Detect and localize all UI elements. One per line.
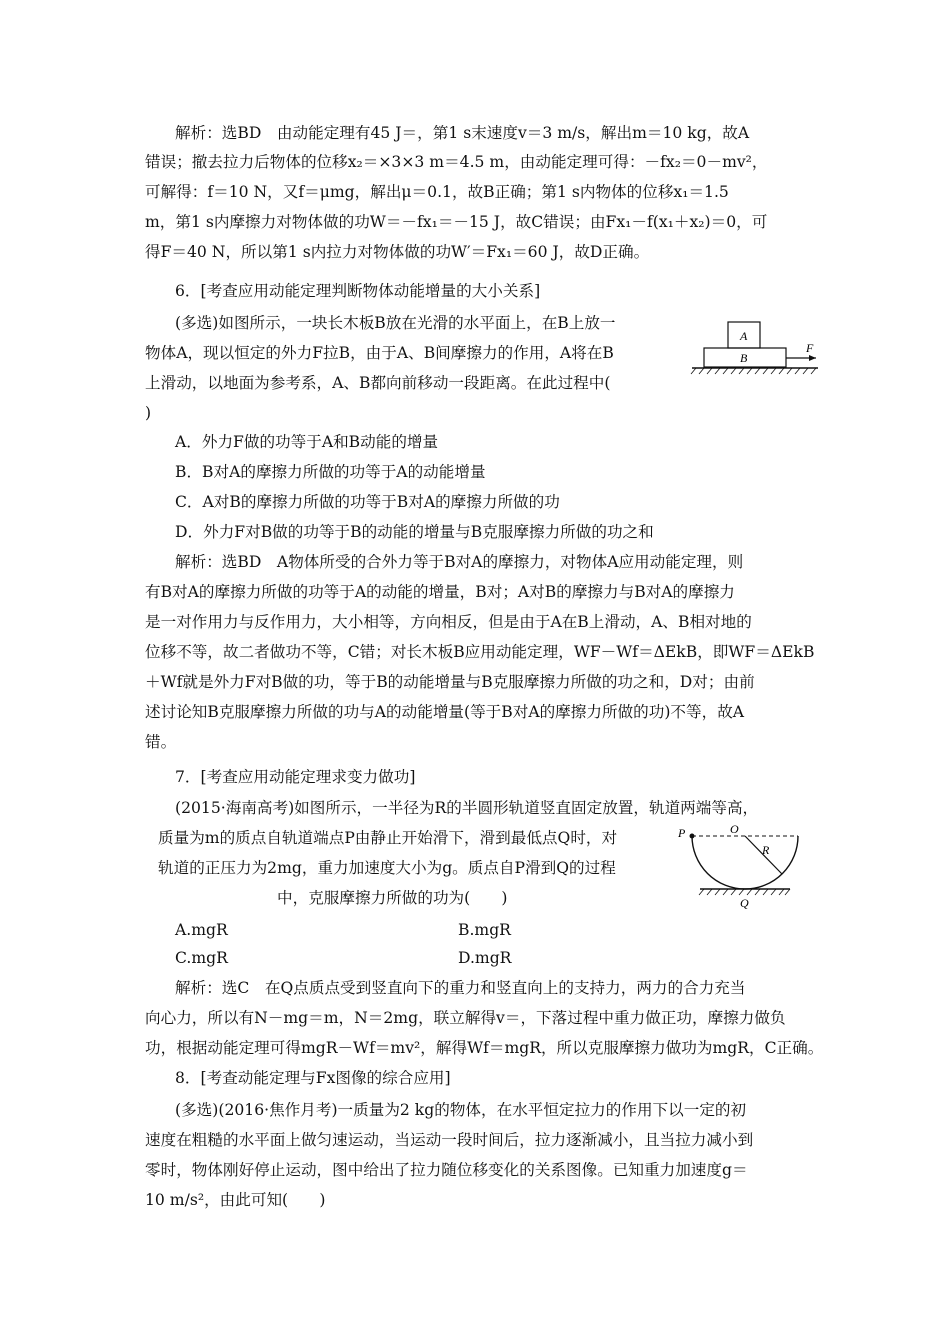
q6-stem-line: 物体A，现以恒定的外力F拉B，由于A、B间摩擦力的作用，A将在B <box>145 344 614 362</box>
label-o: O <box>730 822 739 836</box>
q6-analysis-line: ＋Wf就是外力F对B做的功，等于B的动能增量与B克服摩擦力所做的功之和，D对；由前 <box>145 673 755 691</box>
q7-heading: 7．[考查应用动能定理求变力做功] <box>175 768 416 786</box>
q5-analysis-line: 错误；撤去拉力后物体的位移x₂＝×3×3 m＝4.5 m，由动能定理可得：－fx₂＝0－mv²， <box>145 153 768 171</box>
q8-stem-line: 10 m/s²，由此可知( ) <box>145 1191 326 1209</box>
q6-stem-line: 上滑动，以地面为参考系，A、B都向前移动一段距离。在此过程中( <box>145 374 611 392</box>
q8-stem-line: 零时，物体刚好停止运动，图中给出了拉力随位移变化的关系图像。已知重力加速度g＝ <box>145 1161 748 1179</box>
q6-analysis-line: 解析：选BD A物体所受的合外力等于B对A的摩擦力，对物体A应用动能定理，则 <box>175 553 744 571</box>
label-q: Q <box>740 896 749 910</box>
q6-analysis-line: 错。 <box>145 733 177 751</box>
q8-stem-line: (多选)(2016·焦作月考)一质量为2 kg的物体，在水平恒定拉力的作用下以一定的初 <box>175 1101 747 1119</box>
label-a: A <box>740 329 748 343</box>
q6-figure-board-block <box>688 318 828 378</box>
force-arrow-head <box>809 355 816 361</box>
q7-analysis-line: 向心力，所以有N－mg＝m，N＝2mg，联立解得v＝，下落过程中重力做正功，摩擦力做负 <box>145 1009 786 1027</box>
q5-analysis-line: 得F＝40 N，所以第1 s内拉力对物体做的功W′＝Fx₁＝60 J，故D正确。 <box>145 243 650 261</box>
q5-analysis-line: 可解得：f＝10 N，又f＝μmg，解出μ＝0.1，故B正确；第1 s内物体的位移x₁＝1.5 <box>145 183 729 201</box>
ground-hatch <box>699 889 790 895</box>
label-p: P <box>678 826 686 840</box>
q7-option: C.mgR <box>175 949 228 967</box>
q5-analysis-line: m，第1 s内摩擦力对物体做的功W＝－fx₁＝－15 J，故C错误；由Fx₁－f(x₁＋x₂)＝0，可 <box>145 213 768 231</box>
q7-analysis-line: 功，根据动能定理可得mgR－Wf＝mv²，解得Wf＝mgR，所以克服摩擦力做功为mgR，C正确。 <box>145 1039 824 1057</box>
q6-heading: 6．[考查应用动能定理判断物体动能增量的大小关系] <box>175 282 541 300</box>
q7-analysis-line: 解析：选C 在Q点质点受到竖直向下的重力和竖直向上的支持力，两力的合力充当 <box>175 979 746 997</box>
q8-heading: 8．[考查动能定理与Fx图像的综合应用] <box>175 1069 451 1087</box>
q6-analysis-line: 述讨论知B克服摩擦力所做的功与A的动能增量(等于B对A的摩擦力所做的功)不等，故A <box>145 703 745 721</box>
q6-option: B．B对A的摩擦力所做的功等于A的动能增量 <box>175 463 486 481</box>
semicircle-arc <box>692 836 798 889</box>
q7-option: A.mgR <box>175 921 228 939</box>
q7-figure-semicircle-track <box>672 822 822 910</box>
q6-analysis-line: 有B对A的摩擦力所做的功等于A的动能的增量，B对；A对B的摩擦力与B对A的摩擦力 <box>145 583 735 601</box>
q6-analysis-line: 是一对作用力与反作用力，大小相等，方向相反，但是由于A在B上滑动，A、B相对地的 <box>145 613 752 631</box>
label-r: R <box>762 843 770 857</box>
q6-stem-line: ) <box>145 404 152 422</box>
q7-stem-line: 质量为m的质点自轨道端点P由静止开始滑下，滑到最低点Q时，对 <box>158 829 618 847</box>
q6-stem-line: (多选)如图所示，一块长木板B放在光滑的水平面上，在B上放一 <box>175 314 616 332</box>
q7-stem-line: 轨道的正压力为2mg，重力加速度大小为g。质点自P滑到Q的过程 <box>158 859 616 877</box>
q6-option: C．A对B的摩擦力所做的功等于B对A的摩擦力所做的功 <box>175 493 560 511</box>
q5-analysis-line: 解析：选BD 由动能定理有45 J＝，第1 s末速度v＝3 m/s，解出m＝10 kg，故A <box>175 124 750 142</box>
q7-stem-line: 中，克服摩擦力所做的功为( ) <box>277 889 508 907</box>
q6-analysis-line: 位移不等，故二者做功不等，C错；对长木板B应用动能定理，WF－Wf＝ΔEkB，即WF＝ΔEkB <box>145 643 815 661</box>
q6-option: A．外力F做的功等于A和B动能的增量 <box>175 433 439 451</box>
q7-option: B.mgR <box>458 921 511 939</box>
q7-stem-line: (2015·海南高考)如图所示，一半径为R的半圆形轨道竖直固定放置，轨道两端等高， <box>175 799 759 817</box>
q7-option: D.mgR <box>458 949 512 967</box>
q8-stem-line: 速度在粗糙的水平面上做匀速运动，当运动一段时间后，拉力逐渐减小，且当拉力减小到 <box>145 1131 754 1149</box>
q6-option: D．外力F对B做的功等于B的动能的增量与B克服摩擦力所做的功之和 <box>175 523 654 541</box>
ground-hatch <box>691 368 816 374</box>
label-f: F <box>806 341 814 355</box>
label-b: B <box>740 351 748 365</box>
